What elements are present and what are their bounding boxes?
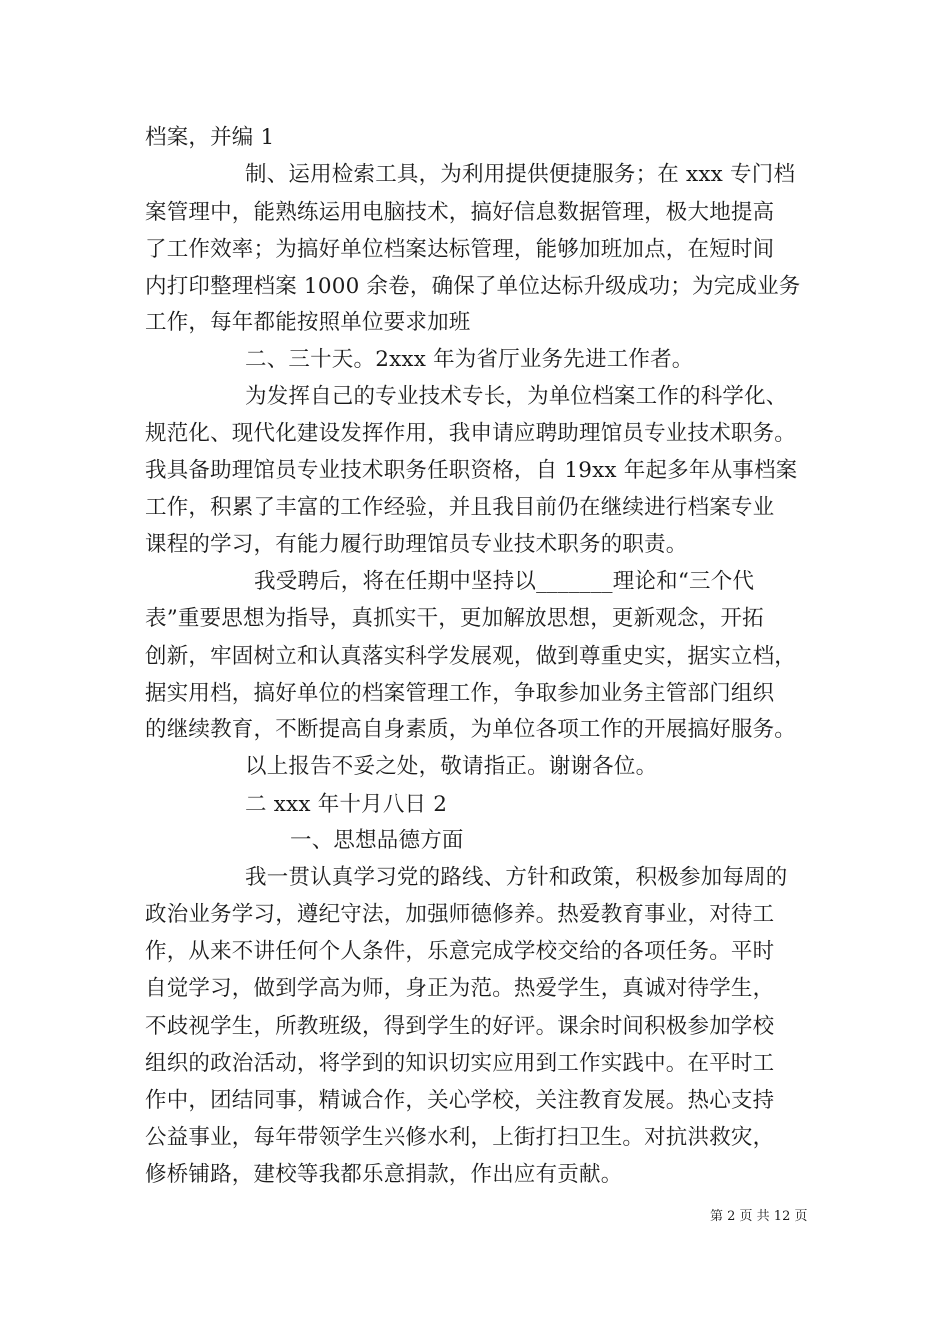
text-line: 以上报告不妥之处，敬请指正。谢谢各位。 — [245, 754, 658, 779]
text-line: 自觉学习，做到学高为师，身正为范。热爱学生，真诚对待学生， — [145, 976, 775, 1001]
text-line: 内打印整理档案 1000 余卷，确保了单位达标升级成功；为完成业务 — [145, 274, 801, 299]
text-line: 工作，积累了丰富的工作经验，并且我目前仍在继续进行档案专业 — [145, 495, 775, 520]
text-line: 为发挥自己的专业技术专长，为单位档案工作的科学化、 — [245, 384, 788, 409]
text-line: 修桥铺路，建校等我都乐意捐款，作出应有贡献。 — [145, 1162, 623, 1187]
text-line: 组织的政治活动，将学到的知识切实应用到工作实践中。在平时工 — [145, 1051, 775, 1076]
page-number: 第 2 页 共 12 页 — [710, 1209, 808, 1224]
text-line: 的继续教育，不断提高自身素质，为单位各项工作的开展搞好服务。 — [145, 717, 797, 742]
text-line: 作，从来不讲任何个人条件，乐意完成学校交给的各项任务。平时 — [145, 939, 775, 964]
text-line: 表”重要思想为指导，真抓实干，更加解放思想，更新观念，开拓 — [145, 606, 764, 631]
text-line: 了工作效率；为搞好单位档案达标管理，能够加班加点，在短时间 — [145, 237, 775, 262]
text-line: 制、运用检索工具，为利用提供便捷服务；在 xxx 专门档 — [245, 162, 796, 187]
text-line: 不歧视学生，所教班级，得到学生的好评。课余时间积极参加学校 — [145, 1014, 775, 1039]
text-line: 案管理中，能熟练运用电脑技术，搞好信息数据管理，极大地提高 — [145, 200, 775, 225]
date-line: 二 xxx 年十月八日 2 — [245, 792, 448, 817]
text-line: 据实用档，搞好单位的档案管理工作，争取参加业务主管部门组织 — [145, 681, 775, 706]
text-line: 作中，团结同事，精诚合作，关心学校，关注教育发展。热心支持 — [145, 1088, 775, 1113]
section-heading: 一、思想品德方面 — [290, 828, 464, 853]
text-line: 工作，每年都能按照单位要求加班 — [145, 310, 471, 335]
text-line: 课程的学习，有能力履行助理馆员专业技术职务的职责。 — [145, 532, 688, 557]
text-line: 创新，牢固树立和认真落实科学发展观，做到尊重史实，据实立档， — [145, 644, 797, 669]
text-line: 二、三十天。2xxx 年为省厅业务先进工作者。 — [245, 347, 694, 372]
text-line: 我具备助理馆员专业技术职务任职资格，自 19xx 年起多年从事档案 — [145, 458, 798, 483]
text-line: 我受聘后，将在任期中坚持以_______理论和“三个代 — [254, 569, 755, 594]
text-line: 政治业务学习，遵纪守法，加强师德修养。热爱教育事业，对待工 — [145, 902, 775, 927]
text-line: 我一贯认真学习党的路线、方针和政策，积极参加每周的 — [245, 865, 788, 890]
text-line: 公益事业，每年带领学生兴修水利，上街打扫卫生。对抗洪救灾， — [145, 1125, 775, 1150]
text-line: 档案，并编 1 — [145, 125, 275, 150]
text-line: 规范化、现代化建设发挥作用，我申请应聘助理馆员专业技术职务。 — [145, 421, 797, 446]
